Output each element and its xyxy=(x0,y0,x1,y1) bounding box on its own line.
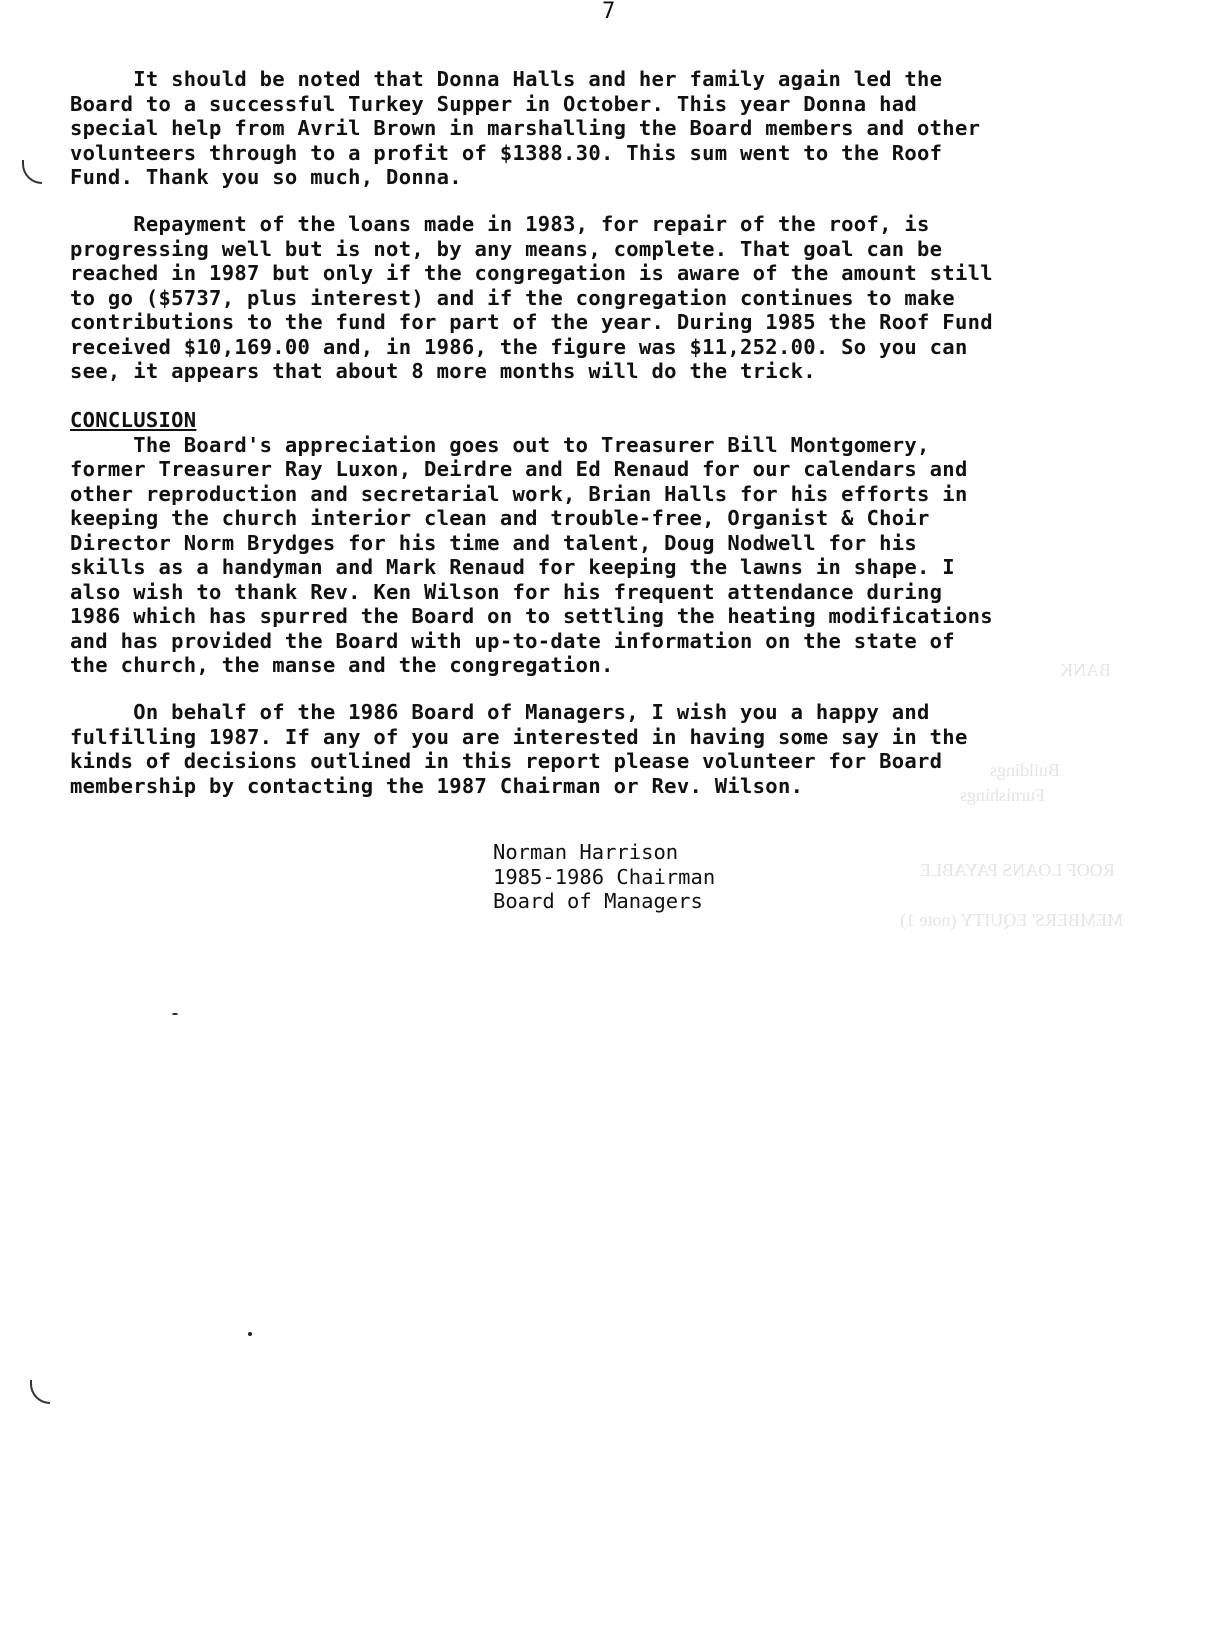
text-line: and has provided the Board with up-to-date information on the state of xyxy=(70,628,955,653)
text-line: Repayment of the loans made in 1983, for repair of the roof, is xyxy=(70,212,930,236)
paragraph-closing xyxy=(70,700,1170,798)
signature-org: Board of Managers xyxy=(493,889,703,913)
text-line: also wish to thank Rev. Ken Wilson for his frequent attendance during xyxy=(70,579,943,604)
text-line: Fund. Thank you so much, Donna. xyxy=(70,165,462,189)
text-line: It should be noted that Donna Halls and her family again led the xyxy=(70,67,943,91)
text-line: received $10,169.00 and, in 1986, the figure was $11,252.00. So you can xyxy=(70,334,968,359)
speck xyxy=(248,1332,252,1336)
text-line: fulfilling 1987. If any of you are interested in having some say in the xyxy=(70,724,968,749)
text-line: 1986 which has spurred the Board on to settling the heating modifications xyxy=(70,604,993,628)
text-line: volunteers through to a profit of $1388.30. This sum went to the Roof xyxy=(70,140,943,165)
punch-hole-mark xyxy=(22,160,42,184)
paragraph-loans xyxy=(70,212,1170,384)
bleed-through-text: BANK xyxy=(1060,660,1112,680)
bleed-through-text: MEMBERS' EQUITY (note 1) xyxy=(900,910,1124,930)
page-number: 7 xyxy=(602,0,616,24)
text-line: skills as a handyman and Mark Renaud for keeping the lawns in shape. I xyxy=(70,555,955,579)
text-line: On behalf of the 1986 Board of Managers, I wish you a happy and xyxy=(70,700,930,724)
text-line: The Board's appreciation goes out to Treasurer Bill Montgomery, xyxy=(70,432,930,457)
text-line: to go ($5737, plus interest) and if the congregation continues to make xyxy=(70,285,955,310)
text-line: reached in 1987 but only if the congregation is aware of the amount still xyxy=(70,261,993,285)
text-line: kinds of decisions outlined in this report please volunteer for Board xyxy=(70,749,943,773)
text-line: other reproduction and secretarial work, Brian Halls for his efforts in xyxy=(70,481,968,506)
text-line: Board to a successful Turkey Supper in October. This year Donna had xyxy=(70,91,918,116)
text-line: progressing well but is not, by any means, complete. That goal can be xyxy=(70,236,943,261)
text-line: special help from Avril Brown in marshalling the Board members and other xyxy=(70,116,981,140)
section-heading: CONCLUSION xyxy=(70,408,197,432)
paragraph-turkey-supper xyxy=(70,67,1170,190)
bleed-through-text: ROOF LOANS PAYABLE xyxy=(920,860,1115,880)
text-line: the church, the manse and the congregation. xyxy=(70,653,614,677)
section-conclusion xyxy=(70,408,1170,678)
speck xyxy=(172,1013,178,1015)
text-line: membership by contacting the 1987 Chairman or Rev. Wilson. xyxy=(70,773,804,798)
punch-hole-mark xyxy=(30,1380,50,1404)
text-line: contributions to the fund for part of the year. During 1985 the Roof Fund xyxy=(70,310,993,334)
signature-title: 1985-1986 Chairman xyxy=(493,864,716,889)
signature-name: Norman Harrison xyxy=(493,840,679,864)
text-line: Director Norm Brydges for his time and talent, Doug Nodwell for his xyxy=(70,530,918,555)
text-line: see, it appears that about 8 more months will do the trick. xyxy=(70,359,816,383)
bleed-through-text: Buildings xyxy=(990,760,1061,780)
text-line: former Treasurer Ray Luxon, Deirdre and Ed Renaud for our calendars and xyxy=(70,457,968,481)
bleed-through-text: Furnishings xyxy=(960,785,1046,805)
signature-block xyxy=(493,840,715,914)
text-line: keeping the church interior clean and trouble-free, Organist & Choir xyxy=(70,506,930,530)
